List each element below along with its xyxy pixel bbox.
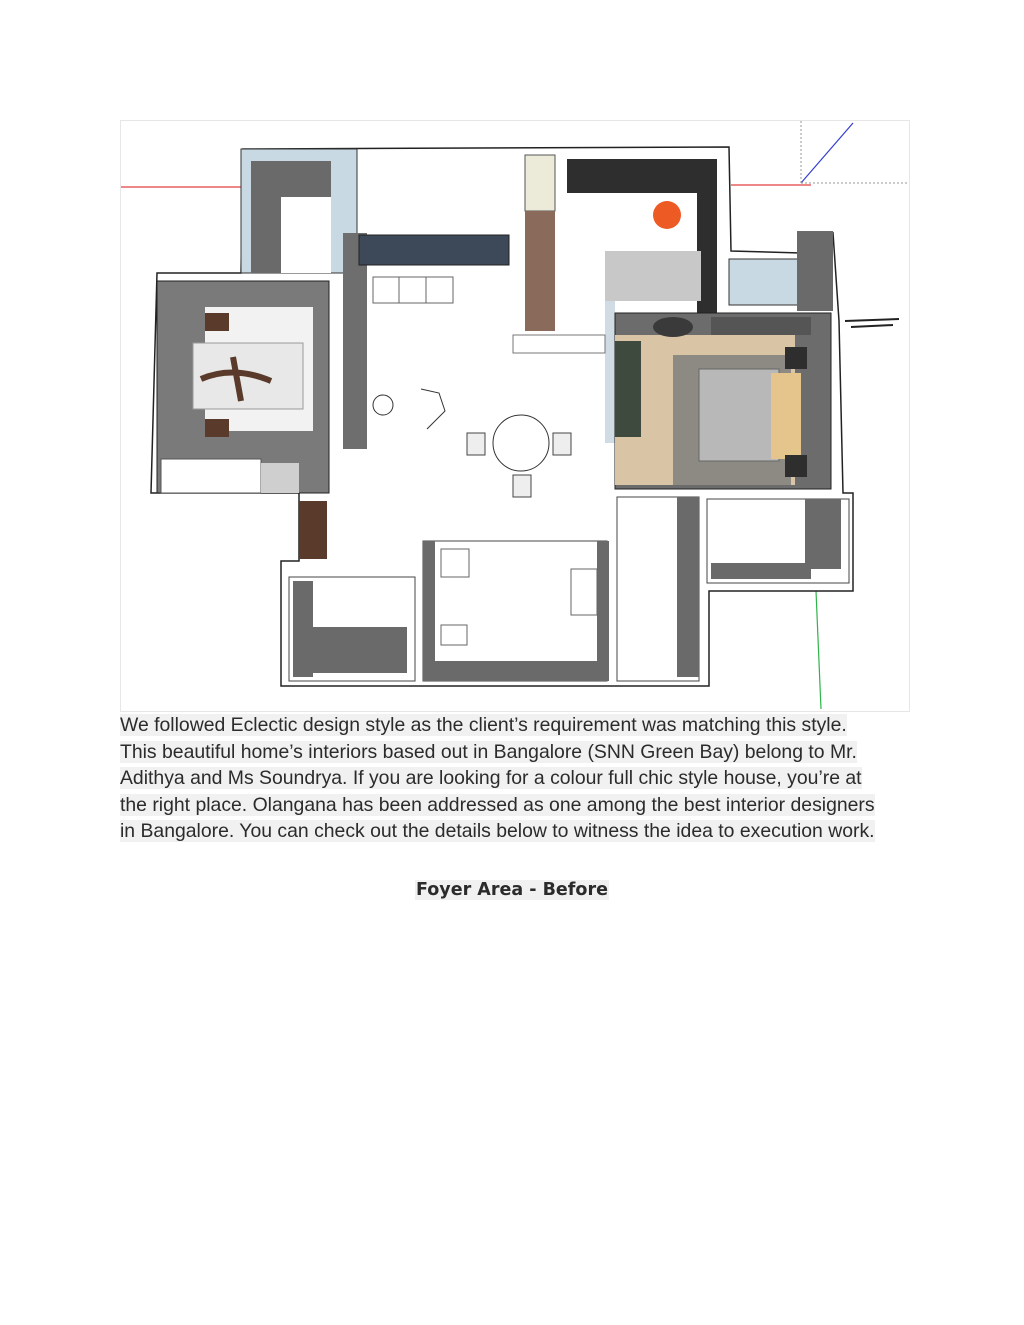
- paragraph-line-3: Adithya and Ms Soundrya. If you are looking for a colour full chic style house, you’re at: [120, 767, 862, 789]
- paragraph-line-5: in Bangalore. You can check out the details below to witness the idea to execution work.: [120, 820, 875, 842]
- left-bedroom: [157, 281, 329, 493]
- floor-plan-drawing: [121, 121, 909, 711]
- blue-axis-line: [801, 123, 853, 183]
- master-bedroom: [615, 313, 831, 489]
- floor-plan-image: [120, 120, 910, 712]
- paragraph-line-1: We followed Eclectic design style as the client’s requirement was matching this style.: [120, 714, 847, 736]
- description-paragraph: [120, 712, 910, 845]
- section-heading-text: Foyer Area - Before: [416, 880, 608, 900]
- section-heading: [0, 880, 1024, 900]
- balcony-top-left: [241, 149, 357, 273]
- paragraph-line-4: the right place. Olangana has been addressed as one among the best interior designers: [120, 793, 875, 816]
- paragraph-line-2: This beautiful home’s interiors based out in Bangalore (SNN Green Bay) belong to Mr.: [120, 740, 857, 763]
- green-axis-line: [816, 591, 821, 709]
